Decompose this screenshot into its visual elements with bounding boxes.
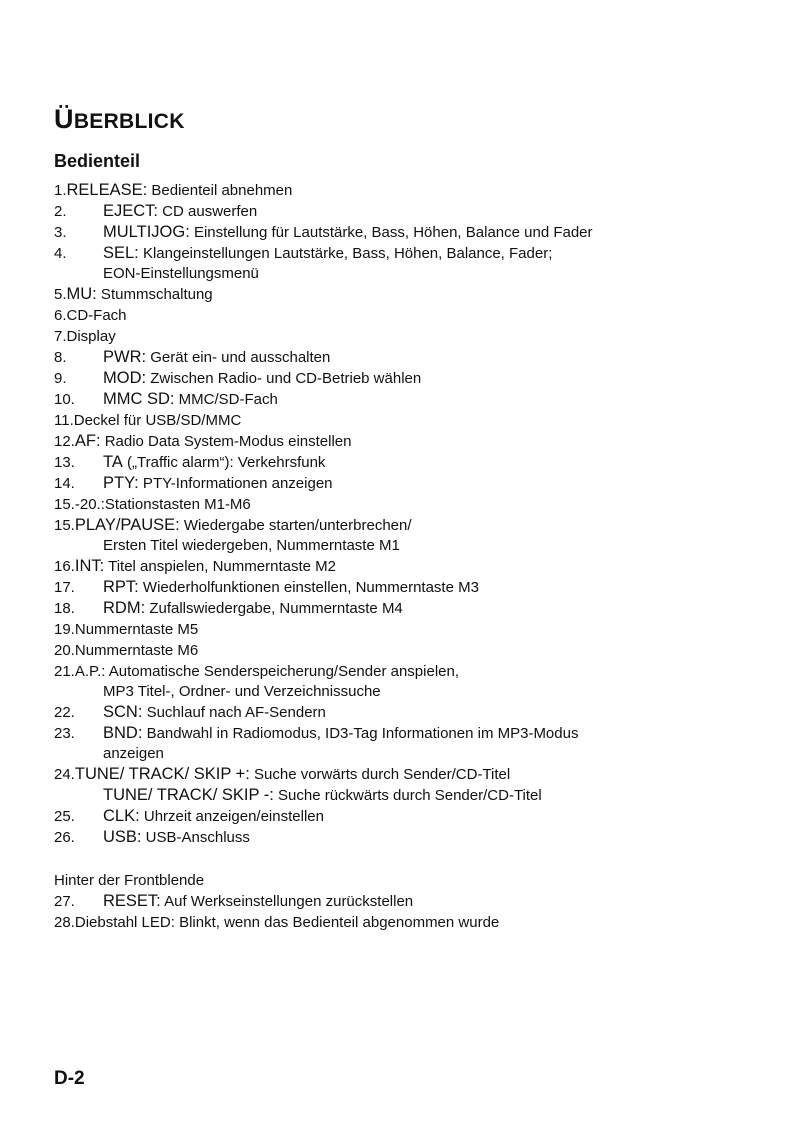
list-item-line [54,785,754,806]
list-item-line [54,201,754,222]
list-item [54,305,754,326]
list-item [54,723,754,764]
list-item [54,284,754,305]
item-continuation: anzeigen [103,745,164,762]
item-description: Stummschaltung [96,286,213,303]
item-description: Zufallswiedergabe, Nummerntaste M4 [145,600,403,617]
list-item-line [54,410,754,431]
list-item-line [54,702,754,723]
list-spacer [54,848,754,870]
item-number: 9. [54,370,67,387]
item-description: Wiederholfunktionen einstellen, Nummerntaste M3 [138,579,479,596]
list-item-line [54,515,754,536]
list-item-line [54,389,754,410]
list-item [54,389,754,410]
list-item-line [54,806,754,827]
item-description: Suche rückwärts durch Sender/CD-Titel [273,787,542,804]
item-description: Hinter der Frontblende [54,872,205,889]
item-key: CLK: [103,807,140,825]
item-description: („Traffic alarm“): Verkehrsfunk [122,454,326,471]
list-item [54,827,754,848]
item-continuation: Ersten Titel wiedergeben, Nummerntaste M1 [103,537,400,554]
item-description: Suche vorwärts durch Sender/CD-Titel [249,766,511,783]
item-description: Einstellung für Lautstärke, Bass, Höhen, Balance und Fader [189,224,593,241]
list-item-line [54,222,754,243]
item-description: PTY-Informationen anzeigen [138,475,333,492]
list-item [54,912,754,933]
item-description: Bedienteil abnehmen [147,182,293,199]
list-item-line [54,870,754,891]
list-item [54,702,754,723]
item-number: 18. [54,600,75,617]
list-item [54,661,754,702]
item-number: 19. [54,621,75,638]
list-item-line [54,326,754,347]
item-description: Radio Data System-Modus einstellen [100,433,352,450]
item-number: 11. [54,412,74,429]
list-item [54,640,754,661]
list-item-line [54,243,754,264]
list-item [54,473,754,494]
list-item [54,619,754,640]
list-item-line [54,284,754,305]
item-number: 20. [54,642,75,659]
item-number: 26. [54,829,75,846]
item-key: MU: [66,285,97,303]
list-item-line [54,640,754,661]
item-description: Titel anspielen, Nummerntaste M2 [104,558,336,575]
item-description: USB-Anschluss [141,829,250,846]
item-key: RDM: [103,599,146,617]
item-description: Deckel für USB/SD/MMC [73,412,242,429]
item-number: 15.-20.: [54,496,105,513]
item-key: TUNE/ TRACK/ SKIP -: [103,786,274,804]
item-number: 23. [54,725,75,742]
item-number: 8. [54,349,67,366]
section-heading: Bedienteil [54,151,141,171]
item-description: Display [66,328,116,345]
list-item [54,806,754,827]
item-number: 4. [54,245,67,262]
list-item [54,347,754,368]
list-item [54,326,754,347]
item-description: Nummerntaste M5 [74,621,199,638]
list-item-line [54,723,754,744]
list-item [54,785,754,806]
control-list [54,180,754,933]
item-description: Gerät ein- und ausschalten [146,349,331,366]
page-title-first-letter: Ü [54,104,74,134]
list-item-line [54,891,754,912]
list-item-line [54,368,754,389]
list-item [54,494,754,515]
item-number: 21. [54,663,75,680]
page-number: D-2 [54,1068,85,1089]
item-key: RPT: [103,578,139,596]
list-item-line [54,619,754,640]
item-key: PTY: [103,474,139,492]
list-item [54,201,754,222]
item-continuation: MP3 Titel-, Ordner- und Verzeichnissuche [103,683,381,700]
list-item [54,577,754,598]
list-item [54,222,754,243]
list-item [54,891,754,912]
item-continuation: EON-Einstellungsmenü [103,265,259,282]
list-item-line [54,305,754,326]
list-item [54,515,754,556]
item-description: Suchlauf nach AF-Sendern [142,704,326,721]
item-number: 12. [54,433,75,450]
list-item [54,243,754,284]
item-number: 7. [54,328,67,345]
item-description: Bandwahl in Radiomodus, ID3-Tag Informationen im MP3-Modus [142,725,579,742]
list-item-line [54,347,754,368]
list-item-line [54,912,754,933]
item-number: 6. [54,307,67,324]
item-number: 1. [54,182,67,199]
list-item [54,598,754,619]
item-description: Klangeinstellungen Lautstärke, Bass, Höhen, Balance, Fader; [138,245,553,262]
item-number: 14. [54,475,75,492]
list-item-line [54,494,754,515]
page-title-rest: BERBLICK [73,110,185,133]
item-key: USB: [103,828,142,846]
item-description: MMC/SD-Fach [174,391,278,408]
item-number: 13. [54,454,75,471]
list-item [54,368,754,389]
item-key: BND: [103,724,143,742]
item-key: PWR: [103,348,147,366]
item-number: 3. [54,224,67,241]
item-number: 22. [54,704,75,721]
list-item [54,452,754,473]
item-key: PLAY/PAUSE: [74,516,180,534]
item-key: SEL: [103,244,139,262]
list-item-line [54,661,754,682]
list-item-line [54,431,754,452]
item-key: MOD: [103,369,147,387]
list-item-line [54,764,754,785]
list-item [54,764,754,785]
item-description: Wiedergabe starten/unterbrechen/ [179,517,412,534]
item-key: MMC SD: [103,390,175,408]
item-key: RESET: [103,892,161,910]
item-description: Auf Werkseinstellungen zurückstellen [160,893,414,910]
list-item [54,556,754,577]
list-item [54,870,754,891]
item-number: 24. [54,766,75,783]
item-number: 5. [54,286,67,303]
item-number: 16. [54,558,75,575]
item-key: TUNE/ TRACK/ SKIP +: [74,765,250,783]
item-key: RELEASE: [66,181,148,199]
list-item [54,180,754,201]
list-item-line [54,827,754,848]
item-description: Uhrzeit anzeigen/einstellen [139,808,324,825]
item-description: Stationstasten M1-M6 [104,496,251,513]
item-key: SCN: [103,703,143,721]
item-key: EJECT: [103,202,159,220]
item-key: MULTIJOG: [103,223,190,241]
item-key: INT: [74,557,105,575]
list-item-line [54,598,754,619]
item-description: Diebstahl LED: Blinkt, wenn das Bedienteil abgenommen wurde [74,914,500,931]
list-item-line [54,452,754,473]
item-number: 28. [54,914,75,931]
item-number: 17. [54,579,75,596]
item-number: 15. [54,517,75,534]
item-description: Zwischen Radio- und CD-Betrieb wählen [146,370,422,387]
item-number: 25. [54,808,75,825]
list-item [54,431,754,452]
list-item-line [54,577,754,598]
item-description: A.P.: Automatische Senderspeicherung/Sender anspielen, [74,663,460,680]
page-title [54,104,185,135]
list-item-line [54,180,754,201]
list-item-line [54,556,754,577]
list-item [54,410,754,431]
item-description: CD-Fach [66,307,127,324]
item-number: 27. [54,893,75,910]
item-description: CD auswerfen [158,203,258,220]
item-number: 10. [54,391,75,408]
item-description: Nummerntaste M6 [74,642,199,659]
list-item-line [54,473,754,494]
item-key: AF: [74,432,101,450]
item-number: 2. [54,203,67,220]
item-key: TA [103,453,123,471]
